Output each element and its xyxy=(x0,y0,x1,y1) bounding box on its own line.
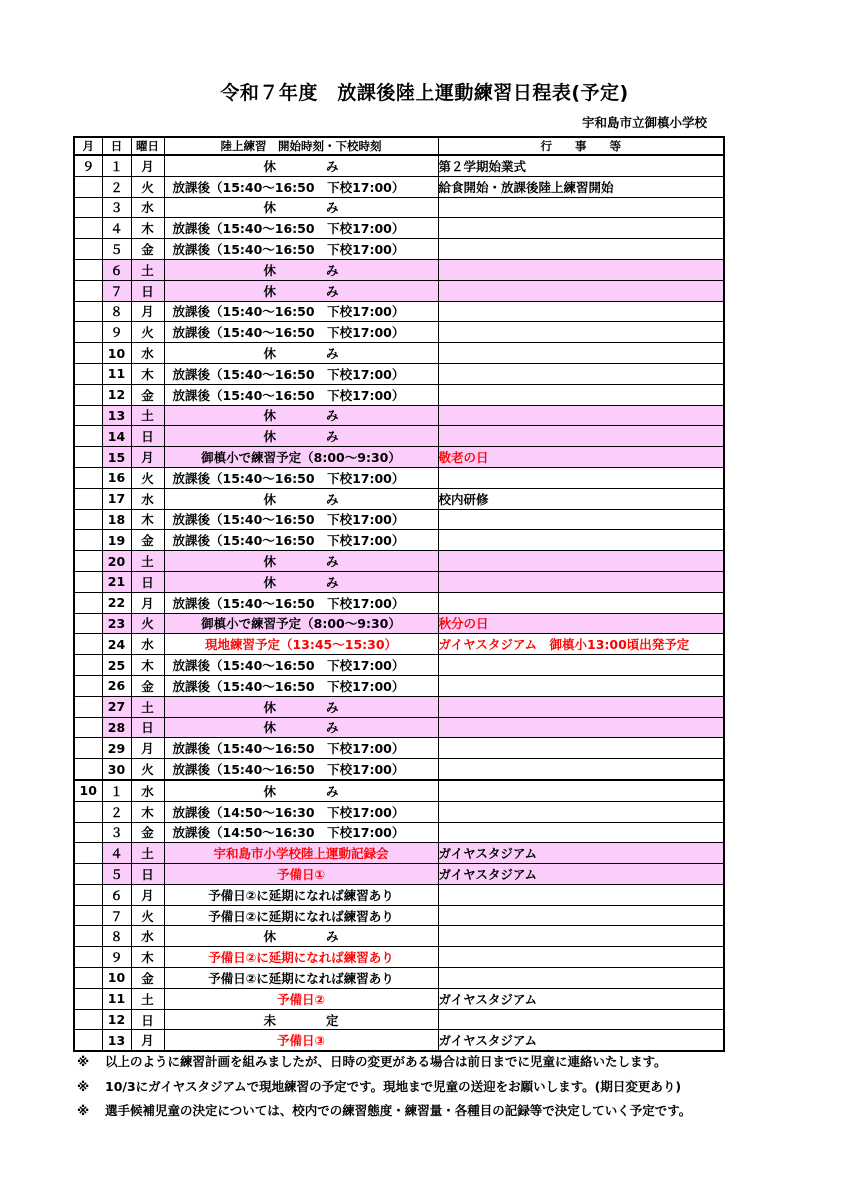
day-cell: 13 xyxy=(102,1030,131,1051)
day-cell: 21 xyxy=(102,571,131,592)
event-cell xyxy=(438,696,724,717)
event-cell xyxy=(438,384,724,405)
table-row xyxy=(74,843,724,864)
practice-cell: 現地練習予定（13:45〜15:30） xyxy=(164,634,438,655)
note-mark: ※ xyxy=(77,1078,90,1094)
event-cell: ガイヤスタジアム xyxy=(438,988,724,1009)
schedule-table xyxy=(73,136,725,1052)
event-cell: ガイヤスタジアム 御槙小13:00頃出発予定 xyxy=(438,634,724,655)
weekday-cell: 月 xyxy=(131,1030,164,1051)
practice-cell: 休 み xyxy=(164,280,438,301)
practice-cell: 放課後（15:40〜16:50 下校17:00） xyxy=(164,759,438,780)
month-cell xyxy=(74,384,102,405)
event-cell xyxy=(438,551,724,572)
practice-cell: 予備日②に延期になれば練習あり xyxy=(164,905,438,926)
day-cell: 18 xyxy=(102,509,131,530)
month-cell xyxy=(74,696,102,717)
table-row xyxy=(74,363,724,384)
practice-cell: 放課後（15:40〜16:50 下校17:00） xyxy=(164,322,438,343)
practice-cell: 未 定 xyxy=(164,1009,438,1030)
day-cell: 30 xyxy=(102,759,131,780)
day-cell: ６ xyxy=(102,884,131,905)
event-cell xyxy=(438,322,724,343)
month-cell xyxy=(74,197,102,218)
practice-cell: 休 み xyxy=(164,343,438,364)
practice-cell: 休 み xyxy=(164,571,438,592)
month-cell xyxy=(74,239,102,260)
event-cell xyxy=(438,363,724,384)
month-cell xyxy=(74,218,102,239)
practice-cell: 放課後（15:40〜16:50 下校17:00） xyxy=(164,675,438,696)
practice-cell: 休 み xyxy=(164,717,438,738)
month-cell xyxy=(74,801,102,822)
event-cell xyxy=(438,717,724,738)
event-cell xyxy=(438,926,724,947)
event-cell: 第２学期始業式 xyxy=(438,155,724,176)
month-cell xyxy=(74,864,102,885)
weekday-cell: 金 xyxy=(131,239,164,260)
table-row xyxy=(74,1009,724,1030)
event-cell xyxy=(438,218,724,239)
table-row xyxy=(74,530,724,551)
event-cell xyxy=(438,239,724,260)
month-cell xyxy=(74,322,102,343)
day-cell: １ xyxy=(102,155,131,176)
month-cell xyxy=(74,280,102,301)
table-row xyxy=(74,780,724,801)
month-cell xyxy=(74,259,102,280)
weekday-cell: 日 xyxy=(131,717,164,738)
event-cell xyxy=(438,592,724,613)
table-row xyxy=(74,592,724,613)
weekday-cell: 水 xyxy=(131,343,164,364)
month-cell: 10 xyxy=(74,780,102,801)
event-cell xyxy=(438,259,724,280)
weekday-cell: 木 xyxy=(131,801,164,822)
event-cell xyxy=(438,884,724,905)
weekday-cell: 日 xyxy=(131,864,164,885)
day-cell: ９ xyxy=(102,947,131,968)
month-cell xyxy=(74,905,102,926)
practice-cell: 放課後（14:50〜16:30 下校17:00） xyxy=(164,801,438,822)
practice-cell: 休 み xyxy=(164,405,438,426)
event-cell: ガイヤスタジアム xyxy=(438,1030,724,1051)
table-row xyxy=(74,571,724,592)
day-cell: ２ xyxy=(102,176,131,197)
schedule-body xyxy=(74,155,724,1051)
day-cell: 10 xyxy=(102,968,131,989)
month-cell xyxy=(74,592,102,613)
month-cell xyxy=(74,447,102,468)
table-row xyxy=(74,1030,724,1051)
month-cell xyxy=(74,1030,102,1051)
practice-cell: 放課後（15:40〜16:50 下校17:00） xyxy=(164,530,438,551)
day-cell: 17 xyxy=(102,488,131,509)
weekday-cell: 火 xyxy=(131,467,164,488)
weekday-cell: 土 xyxy=(131,696,164,717)
practice-cell: 休 み xyxy=(164,197,438,218)
weekday-cell: 月 xyxy=(131,301,164,322)
table-row xyxy=(74,968,724,989)
header-practice: 陸上練習 開始時刻・下校時刻 xyxy=(164,137,438,155)
day-cell: ７ xyxy=(102,905,131,926)
event-cell xyxy=(438,509,724,530)
month-cell xyxy=(74,738,102,759)
weekday-cell: 火 xyxy=(131,613,164,634)
month-cell xyxy=(74,363,102,384)
weekday-cell: 土 xyxy=(131,843,164,864)
month-cell xyxy=(74,571,102,592)
day-cell: １ xyxy=(102,780,131,801)
note-text: 10/3にガイヤスタジアムで現地練習の予定です。現地まで児童の送迎をお願いします。(期日変更あり) xyxy=(105,1078,682,1094)
table-row xyxy=(74,613,724,634)
month-cell xyxy=(74,467,102,488)
table-row xyxy=(74,801,724,822)
event-cell xyxy=(438,530,724,551)
event-cell xyxy=(438,343,724,364)
practice-cell: 休 み xyxy=(164,551,438,572)
table-row xyxy=(74,176,724,197)
practice-cell: 放課後（15:40〜16:50 下校17:00） xyxy=(164,592,438,613)
event-cell xyxy=(438,759,724,780)
practice-cell: 予備日②に延期になれば練習あり xyxy=(164,968,438,989)
month-cell xyxy=(74,926,102,947)
event-cell xyxy=(438,1009,724,1030)
practice-cell: 放課後（15:40〜16:50 下校17:00） xyxy=(164,363,438,384)
practice-cell: 休 み xyxy=(164,426,438,447)
day-cell: ２ xyxy=(102,801,131,822)
table-row xyxy=(74,384,724,405)
page-title: 令和７年度 放課後陸上運動練習日程表(予定) xyxy=(220,82,629,104)
practice-cell: 放課後（15:40〜16:50 下校17:00） xyxy=(164,239,438,260)
day-cell: 20 xyxy=(102,551,131,572)
month-cell xyxy=(74,551,102,572)
practice-cell: 放課後（15:40〜16:50 下校17:00） xyxy=(164,509,438,530)
practice-cell: 休 み xyxy=(164,926,438,947)
practice-cell: 宇和島市小学校陸上運動記録会 xyxy=(164,843,438,864)
event-cell: 秋分の日 xyxy=(438,613,724,634)
day-cell: ６ xyxy=(102,259,131,280)
day-cell: 11 xyxy=(102,988,131,1009)
month-cell xyxy=(74,405,102,426)
day-cell: 12 xyxy=(102,384,131,405)
day-cell: 14 xyxy=(102,426,131,447)
weekday-cell: 月 xyxy=(131,738,164,759)
header-month: 月 xyxy=(74,137,102,155)
month-cell xyxy=(74,843,102,864)
weekday-cell: 土 xyxy=(131,259,164,280)
day-cell: 22 xyxy=(102,592,131,613)
weekday-cell: 水 xyxy=(131,926,164,947)
day-cell: ３ xyxy=(102,822,131,843)
weekday-cell: 水 xyxy=(131,488,164,509)
note-item xyxy=(77,1052,737,1072)
table-row xyxy=(74,239,724,260)
day-cell: 29 xyxy=(102,738,131,759)
event-cell xyxy=(438,801,724,822)
table-row xyxy=(74,905,724,926)
day-cell: 26 xyxy=(102,675,131,696)
day-cell: ４ xyxy=(102,218,131,239)
weekday-cell: 火 xyxy=(131,322,164,343)
practice-cell: 放課後（15:40〜16:50 下校17:00） xyxy=(164,301,438,322)
weekday-cell: 日 xyxy=(131,280,164,301)
note-text: 以上のように練習計画を組みましたが、日時の変更がある場合は前日までに児童に連絡いたします。 xyxy=(105,1054,667,1069)
month-cell xyxy=(74,509,102,530)
table-row xyxy=(74,259,724,280)
practice-cell: 予備日② xyxy=(164,988,438,1009)
practice-cell: 放課後（15:40〜16:50 下校17:00） xyxy=(164,738,438,759)
weekday-cell: 日 xyxy=(131,1009,164,1030)
table-row xyxy=(74,864,724,885)
event-cell xyxy=(438,405,724,426)
day-cell: 11 xyxy=(102,363,131,384)
note-item xyxy=(77,1077,737,1097)
table-row xyxy=(74,322,724,343)
weekday-cell: 水 xyxy=(131,780,164,801)
weekday-cell: 木 xyxy=(131,363,164,384)
event-cell xyxy=(438,822,724,843)
table-row xyxy=(74,634,724,655)
table-row xyxy=(74,655,724,676)
weekday-cell: 火 xyxy=(131,905,164,926)
day-cell: ９ xyxy=(102,322,131,343)
practice-cell: 放課後（15:40〜16:50 下校17:00） xyxy=(164,176,438,197)
day-cell: 13 xyxy=(102,405,131,426)
day-cell: 28 xyxy=(102,717,131,738)
month-cell xyxy=(74,613,102,634)
day-cell: 23 xyxy=(102,613,131,634)
month-cell xyxy=(74,968,102,989)
month-cell xyxy=(74,176,102,197)
table-row xyxy=(74,947,724,968)
event-cell xyxy=(438,426,724,447)
month-cell xyxy=(74,530,102,551)
table-row xyxy=(74,301,724,322)
month-cell xyxy=(74,426,102,447)
event-cell xyxy=(438,197,724,218)
table-row xyxy=(74,343,724,364)
practice-cell: 予備日① xyxy=(164,864,438,885)
day-cell: ５ xyxy=(102,864,131,885)
day-cell: 12 xyxy=(102,1009,131,1030)
weekday-cell: 金 xyxy=(131,530,164,551)
practice-cell: 休 み xyxy=(164,696,438,717)
note-mark: ※ xyxy=(77,1103,90,1118)
practice-cell: 御槙小で練習予定（8:00〜9:30） xyxy=(164,613,438,634)
day-cell: 10 xyxy=(102,343,131,364)
weekday-cell: 土 xyxy=(131,405,164,426)
event-cell xyxy=(438,905,724,926)
table-row xyxy=(74,447,724,468)
day-cell: 19 xyxy=(102,530,131,551)
weekday-cell: 月 xyxy=(131,592,164,613)
day-cell: 25 xyxy=(102,655,131,676)
table-row xyxy=(74,822,724,843)
note-mark: ※ xyxy=(77,1054,90,1069)
table-row xyxy=(74,717,724,738)
practice-cell: 休 み xyxy=(164,155,438,176)
event-cell: ガイヤスタジアム xyxy=(438,843,724,864)
event-cell xyxy=(438,968,724,989)
practice-cell: 休 み xyxy=(164,259,438,280)
month-cell xyxy=(74,884,102,905)
weekday-cell: 水 xyxy=(131,634,164,655)
note-item xyxy=(77,1101,737,1121)
month-cell xyxy=(74,947,102,968)
weekday-cell: 金 xyxy=(131,822,164,843)
event-cell: 校内研修 xyxy=(438,488,724,509)
practice-cell: 御槙小で練習予定（8:00〜9:30） xyxy=(164,447,438,468)
weekday-cell: 木 xyxy=(131,218,164,239)
weekday-cell: 金 xyxy=(131,675,164,696)
weekday-cell: 木 xyxy=(131,509,164,530)
table-row xyxy=(74,926,724,947)
event-cell xyxy=(438,571,724,592)
table-row xyxy=(74,280,724,301)
table-row xyxy=(74,405,724,426)
weekday-cell: 月 xyxy=(131,447,164,468)
school-name: 宇和島市立御槙小学校 xyxy=(581,115,707,130)
table-row xyxy=(74,155,724,176)
table-row xyxy=(74,675,724,696)
header-row xyxy=(74,137,724,155)
month-cell xyxy=(74,675,102,696)
practice-cell: 予備日②に延期になれば練習あり xyxy=(164,884,438,905)
weekday-cell: 日 xyxy=(131,426,164,447)
month-cell xyxy=(74,759,102,780)
table-row xyxy=(74,738,724,759)
event-cell xyxy=(438,675,724,696)
table-row xyxy=(74,467,724,488)
day-cell: 24 xyxy=(102,634,131,655)
month-cell: ９ xyxy=(74,155,102,176)
note-text: 選手候補児童の決定については、校内での練習態度・練習量・各種目の記録等で決定していく予定です。 xyxy=(105,1103,692,1118)
table-row xyxy=(74,509,724,530)
weekday-cell: 金 xyxy=(131,968,164,989)
event-cell xyxy=(438,738,724,759)
practice-cell: 予備日②に延期になれば練習あり xyxy=(164,947,438,968)
day-cell: ７ xyxy=(102,280,131,301)
practice-cell: 休 み xyxy=(164,488,438,509)
header-day: 日 xyxy=(102,137,131,155)
weekday-cell: 土 xyxy=(131,988,164,1009)
weekday-cell: 月 xyxy=(131,884,164,905)
table-row xyxy=(74,197,724,218)
event-cell xyxy=(438,467,724,488)
month-cell xyxy=(74,488,102,509)
day-cell: ５ xyxy=(102,239,131,260)
event-cell xyxy=(438,301,724,322)
day-cell: 15 xyxy=(102,447,131,468)
month-cell xyxy=(74,822,102,843)
weekday-cell: 火 xyxy=(131,759,164,780)
weekday-cell: 木 xyxy=(131,655,164,676)
day-cell: 27 xyxy=(102,696,131,717)
event-cell xyxy=(438,655,724,676)
header-weekday: 曜日 xyxy=(131,137,164,155)
event-cell: ガイヤスタジアム xyxy=(438,864,724,885)
day-cell: ８ xyxy=(102,301,131,322)
day-cell: ３ xyxy=(102,197,131,218)
weekday-cell: 日 xyxy=(131,571,164,592)
practice-cell: 予備日③ xyxy=(164,1030,438,1051)
month-cell xyxy=(74,301,102,322)
month-cell xyxy=(74,655,102,676)
weekday-cell: 木 xyxy=(131,947,164,968)
event-cell xyxy=(438,947,724,968)
month-cell xyxy=(74,988,102,1009)
practice-cell: 放課後（15:40〜16:50 下校17:00） xyxy=(164,384,438,405)
table-row xyxy=(74,218,724,239)
month-cell xyxy=(74,1009,102,1030)
event-cell: 敬老の日 xyxy=(438,447,724,468)
day-cell: 16 xyxy=(102,467,131,488)
day-cell: ４ xyxy=(102,843,131,864)
weekday-cell: 水 xyxy=(131,197,164,218)
table-row xyxy=(74,884,724,905)
weekday-cell: 月 xyxy=(131,155,164,176)
event-cell: 給食開始・放課後陸上練習開始 xyxy=(438,176,724,197)
table-row xyxy=(74,759,724,780)
weekday-cell: 火 xyxy=(131,176,164,197)
practice-cell: 放課後（15:40〜16:50 下校17:00） xyxy=(164,467,438,488)
table-row xyxy=(74,696,724,717)
month-cell xyxy=(74,634,102,655)
practice-cell: 休 み xyxy=(164,780,438,801)
practice-cell: 放課後（15:40〜16:50 下校17:00） xyxy=(164,218,438,239)
table-row xyxy=(74,988,724,1009)
table-row xyxy=(74,551,724,572)
practice-cell: 放課後（15:40〜16:50 下校17:00） xyxy=(164,655,438,676)
notes-section xyxy=(77,1052,737,1126)
header-event: 行 事 等 xyxy=(438,137,724,155)
event-cell xyxy=(438,780,724,801)
weekday-cell: 土 xyxy=(131,551,164,572)
weekday-cell: 金 xyxy=(131,384,164,405)
table-row xyxy=(74,426,724,447)
month-cell xyxy=(74,343,102,364)
practice-cell: 放課後（14:50〜16:30 下校17:00） xyxy=(164,822,438,843)
day-cell: ８ xyxy=(102,926,131,947)
table-row xyxy=(74,488,724,509)
event-cell xyxy=(438,280,724,301)
month-cell xyxy=(74,717,102,738)
